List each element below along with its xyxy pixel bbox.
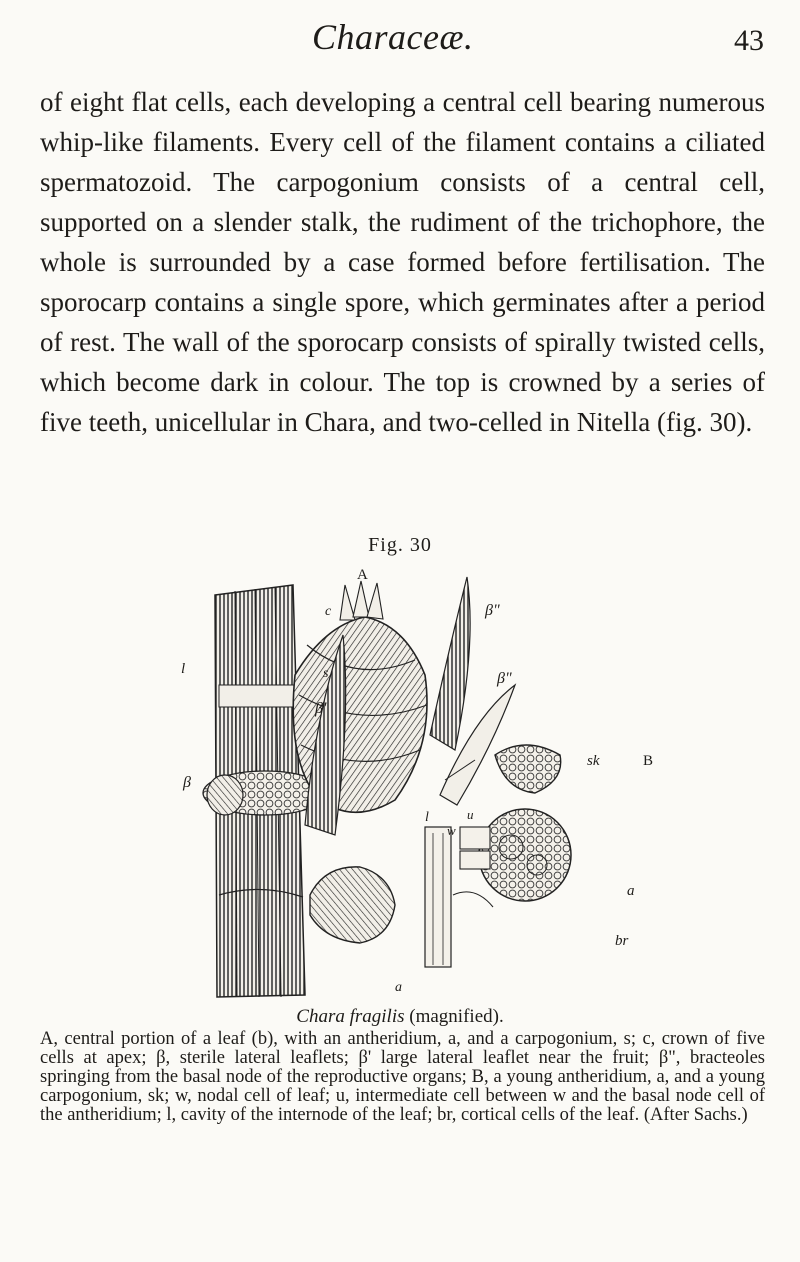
figure-label: Fig. 30 bbox=[368, 534, 432, 556]
label-u: u bbox=[467, 807, 474, 822]
page-number: 43 bbox=[734, 24, 764, 57]
crown-cells bbox=[340, 581, 383, 620]
body-paragraph: of eight flat cells, each developing a central cell bearing numerous whip-like filaments. Every cell of the filament contains a ciliated spermatozoid. The carpogonium consists of a central cell, supported on a slender stalk, the rudiment of the trichophore, the whole is surrounded by a case formed before fertilisation. The sporocarp contains a single spore, which germinates after a period of rest. The wall of the sporocarp consists of spirally twisted cells, which become dark in colour. The top is crowned by a series of five teeth, unicellular in Chara, and two-celled in Nitella (fig. 30). bbox=[40, 87, 765, 437]
label-beta-double-b: β" bbox=[497, 670, 512, 687]
label-beta-double-a: β" bbox=[485, 602, 500, 619]
label-A: A bbox=[357, 567, 368, 583]
antheridium-lower bbox=[310, 867, 395, 943]
caption-species: Chara fragilis bbox=[296, 1006, 405, 1027]
leaf-internode bbox=[425, 827, 451, 967]
label-c: c bbox=[325, 604, 332, 619]
label-beta-prime: β' bbox=[315, 700, 327, 717]
figure-chara-fragilis bbox=[175, 565, 675, 1005]
label-l-left: l bbox=[181, 661, 186, 677]
label-s: s bbox=[323, 666, 329, 681]
part-b-carpogonium bbox=[495, 745, 561, 793]
label-beta: β bbox=[183, 774, 191, 791]
label-l-mid: l bbox=[425, 810, 429, 825]
label-sk: sk bbox=[587, 753, 600, 769]
label-a-right: a bbox=[627, 883, 635, 899]
botanical-illustration bbox=[175, 565, 675, 1005]
label-br: br bbox=[615, 933, 629, 949]
running-title: Characeæ. bbox=[312, 17, 474, 57]
running-head bbox=[0, 14, 800, 64]
label-B: B bbox=[643, 753, 654, 769]
caption-suffix: (magnified). bbox=[404, 1006, 504, 1027]
figure-caption-title bbox=[0, 1006, 800, 1028]
part-b-antheridium bbox=[479, 809, 571, 901]
label-w: w bbox=[447, 823, 456, 838]
part-b-nodal-cells bbox=[453, 827, 493, 907]
label-a-bottom: a bbox=[395, 980, 402, 995]
figure-caption-body: A, central portion of a leaf (b), with an antheridium, a, and a carpogonium, s; c, crown of five cells at apex; β, sterile lateral leaflets; β' large lateral leaflet near the fruit; β", bracteoles springing from the basal node of the reproductive organs; B, a young antheridium, a, and a young carpogonium, sk; w, nodal cell of leaf; u, intermediate cell between w and the basal node cell of the antheridium; l, cavity of the internode of the leaf; br, cortical cells of the leaf. (After Sachs.) bbox=[40, 1029, 765, 1125]
